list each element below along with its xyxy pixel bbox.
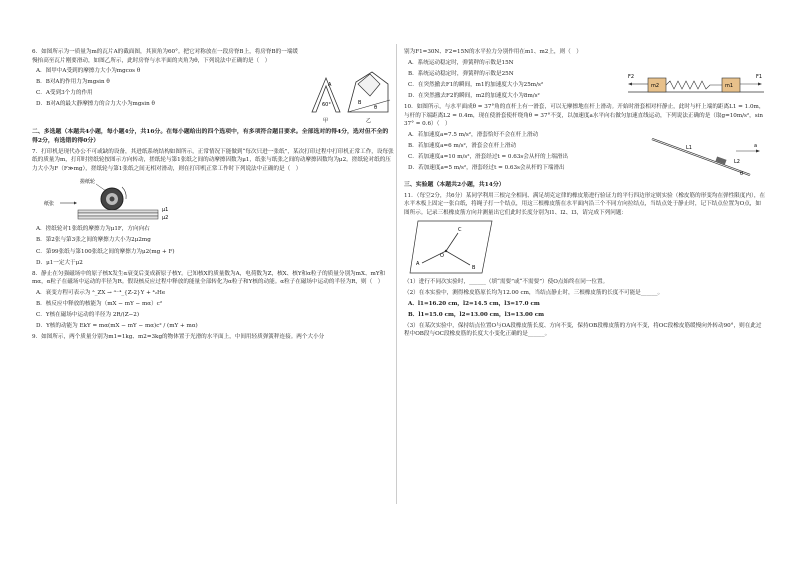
fig-label-f2: F2 [628,74,635,80]
fig-label-l1: L1 [686,144,692,151]
fig-label-o: O [440,253,444,260]
right-column [404,48,766,341]
fig-label-m2: m2 [651,83,660,89]
q7-option-c: C．第99张纸与第100张纸之间的摩擦力为μ2(mg + F) [36,248,175,255]
fig-label-roller: 搓纸轮 [80,179,96,186]
q8-option-a: A．衰变方程可表示为 ᴬ_ZX → ᴬ⁻⁴_{Z-2}Y + ⁴₂He [36,289,166,296]
q10-option-a: A．若加速度a=7.5 m/s²，滑套恰好不会在杆上滑动 [408,131,539,138]
left-column [32,48,394,344]
q11-sub3: （3）在某次实验中，保持结点位置O与OA段橡皮筋长度、方向不变，保持OB段橡皮筋的方向不变，将OC段橡皮筋缓慢向外转动90°，则在此过程中OB段与OC段橡皮筋的长度大小变化正确的是______。 [404,322,762,338]
fig-label-oc: C [458,227,462,234]
fig-label-angle: 60° [322,102,331,108]
q6-figure [308,62,394,126]
section-2-heading: 二、多选题（本题共4小题，每小题4分，共16分。在每小题给出的四个选项中，有多项符合题目要求。全部选对的得4分，选对但不全的得2分，有选错的得0分） [32,128,389,144]
q7-figure [40,175,394,223]
q9-option-c: C．在突然撤去F1的瞬间，m1的加速度大小为25m/s² [408,81,544,88]
fig-label-f1: F1 [756,74,763,80]
q6-option-a: A．图甲中A受到的摩擦力大小为mgcos θ [36,68,141,75]
q11-sub2: （2）在本实验中，测得橡皮筋原长均为12.00 cm，当结点静止时，三根橡皮筋的长度不可能是______。 [404,289,664,296]
fig-label-b: B [358,100,362,106]
q7-stem: 7．打印机是现代办公不可或缺的设备，其进纸系统结构如图所示，正常情况下能做到“每次只进一张纸”，某次打印过程中打印机正常工作，设每张纸的质量为m，打印时搓纸轮按图示方向转动，搓纸轮与第1张纸之间的动摩擦因数为μ1，纸张与纸张之间的动摩擦因数均为μ2。搓纸轮对纸的压力大小为F（F≫mg），搓纸轮与第1张纸之间无相对滑动，则在打印机正常工作时下列说法中正确的是（ ） [32,148,394,172]
fig-label-paper: 纸张 [44,201,55,208]
q6-option-c: C．A受到3个力的作用 [36,90,93,97]
q6-stem: 6．如图所示为一质量为m的瓦片A的截面图，其顶角为60°。把它对称放在一段房脊B上，将房脊B的一端缓慢抬高至瓦片刚要滑动，如图乙所示，此时房脊与水平面的夹角为θ，下列说法中正确的是（ ） [32,49,298,64]
fig-label-theta2: θ [740,170,744,177]
q8-option-c: C．Y核在磁场中运动的半径为 2R/(Z−2) [36,312,140,319]
fig-label-a: A [328,82,332,88]
q9-figure [626,68,766,98]
q9-block [404,48,766,103]
q9-option-d: D．在突然撤去F2的瞬间，m2的加速度大小为8m/s² [408,92,540,99]
fig-label-mu2: μ2 [162,215,169,222]
q6-option-b: B．B对A的作用力为mgsin θ [36,79,110,86]
q11-choice-a: A．l1=16.20 cm，l2=14.5 cm，l3=17.0 cm [408,300,540,307]
q9-stem-cont: 别为F1=30N、F2=15N的水平拉力分别作用在m1、m2上，则（ ） [404,49,582,55]
q11-choice-b: B．l1=15.0 cm，l2=13.00 cm，l3=13.00 cm [408,311,545,318]
fig-label-theta: θ [374,105,378,111]
q6-block [32,48,394,126]
q10-figure [646,131,766,179]
q9-stem: 9．如图所示，两个质量分别为m1=1kg、m2=3kg的物体置于光滑的水平面上，中间用轻质弹簧秤连接。两个大小分 [32,334,325,341]
q11-stem: 11．（每空2分，共6分）某同学利用三根完全相同、满足胡克定律的橡皮筋进行验证力的平行四边形定则实验（橡皮筋的形变均在弹性限度内），在水平木板上固定一张白纸，将绳子打一个结点，用这三根橡皮筋在水平面内沿三个不同方向拉结点，当结点处于静止时，记下结点位置为O点，如图所示。记录三根橡皮筋方向并测量出它们此时长度分别为l1、l2、l3，请完成下列问题： [404,192,766,216]
q7-option-b: B．第2张与第3张之间的摩擦力大小为2μ2mg [36,237,151,244]
q8-option-b: B．核反应中释放的核能为（mX − mY − mα）c² [36,301,163,308]
q10-option-d: D．若加速度a=5 m/s²，滑套经过t = 0.63s会从杆的下端滑出 [408,165,565,172]
q10-block [404,131,766,179]
q9-option-b: B．系统运动稳定时，弹簧秤的示数是25N [408,70,514,77]
q8-stem: 8．静止在匀强磁场中的原子核X发生α衰变后变成新原子核Y。已知核X的质量数为A，电荷数为Z，核X、核Y和α粒子的质量分别为mX、mY和mα，α粒子在磁场中运动的半径为R。假设核反应过程中释放的能量全部转化为α粒子和Y核的动能。α粒子在磁场中运动的半径为R，则（ ） [32,270,386,286]
q7-option-a: A．搓纸轮对1张纸的摩擦力为μ1F，方向向右 [36,226,150,233]
q10-option-c: C．若加速度a=10 m/s²，滑套经过t = 0.63s会从杆的上端滑出 [408,153,569,160]
q8-option-d: D．Y核的动能为 EkY = mα(mX − mY − mα)c² / (mY + mα) [36,323,198,330]
column-divider [396,44,397,504]
fig-label-m1: m1 [725,83,734,89]
fig-label-accel: a [754,142,758,149]
fig-label-yi: 乙 [366,118,372,124]
q11-sub1: （1）进行不同次实验时，______（填“需要”或“不需要”）使O点始终在同一位置。 [404,279,609,286]
fig-label-oa: A [416,261,420,268]
fig-label-mu1: μ1 [162,207,169,214]
section-3-heading: 三、实验题（本题共2小题，共14分） [404,180,505,188]
q7-option-d: D．μ1一定大于μ2 [36,259,83,266]
q11-figure [408,219,766,275]
q10-option-b: B．若加速度a=6 m/s²，滑套会在杆上滑动 [408,142,517,149]
fig-label-ob: B [472,265,476,272]
fig-label-l2: L2 [734,158,740,165]
fig-label-jia: 甲 [323,118,329,124]
q9-option-a: A．系统运动稳定时，弹簧秤的示数是15N [408,59,514,66]
q6-option-d: D．B对A的最大静摩擦力的合力大小为mgsin θ [36,101,155,108]
q10-stem: 10．如图所示，与水平面成θ = 37°角的直杆上有一滑套，可以无摩擦地在杆上滑动。开始时滑套相对杆静止，此时与杆上端的距离L1 = 1.0m，与杆的下端距离L2 = 0.4m，现在使滑套使杆绕角θ = 37°不变，以加速度a水平向右做匀加速直线运动，下列说法正确的是（取g=10m/s²，sin 37° = 0.6）（ ） [404,103,765,128]
